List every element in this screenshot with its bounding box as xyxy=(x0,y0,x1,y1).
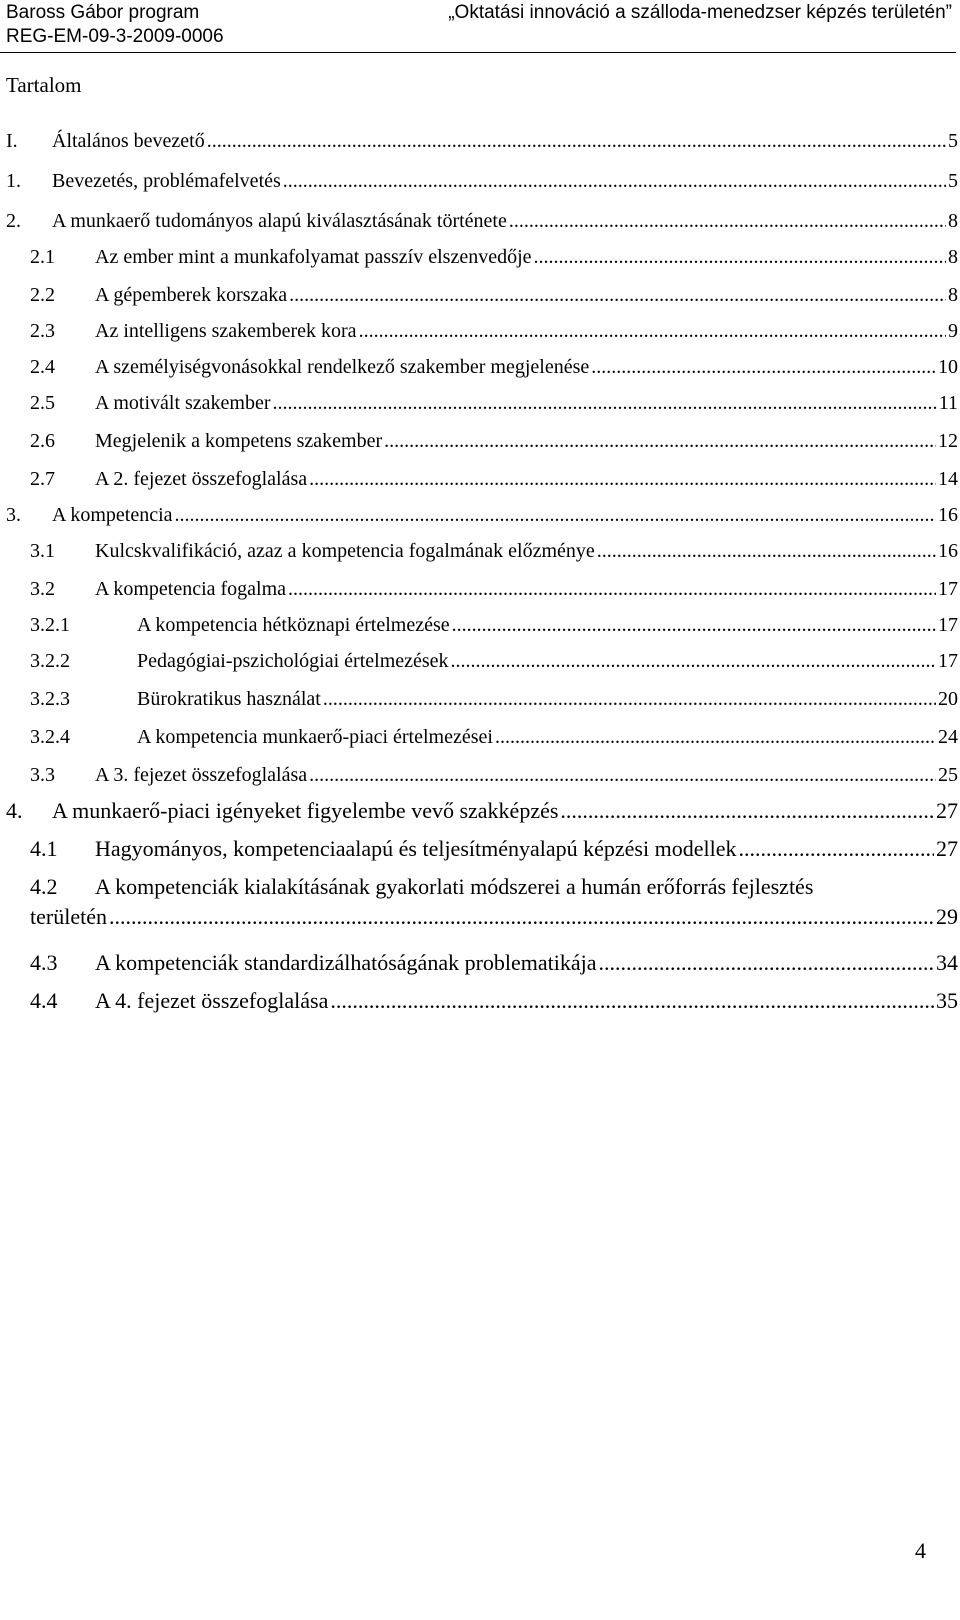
toc-entry-number: 3.3 xyxy=(30,764,55,786)
toc-leader-dots xyxy=(330,986,934,1016)
toc-entry-number: 4.4 xyxy=(30,988,58,1013)
toc-entry-number: 2.6 xyxy=(30,430,55,452)
toc-entry-title: Bürokratikus használat xyxy=(137,688,321,710)
toc-entry[interactable] xyxy=(0,684,958,714)
toc-entry-title: Megjelenik a kompetens szakember xyxy=(95,430,383,452)
toc-entry[interactable] xyxy=(0,610,958,640)
toc-entry-line xyxy=(95,316,958,346)
toc-entry-number: 3. xyxy=(6,504,21,526)
toc-leader-dots xyxy=(534,242,946,272)
toc-entry-line xyxy=(52,500,958,530)
toc-entry-page: 8 xyxy=(948,246,958,268)
toc-entry[interactable] xyxy=(0,646,958,676)
toc-entry-line xyxy=(95,948,958,978)
toc-entry-line xyxy=(95,388,958,418)
toc-leader-dots xyxy=(288,574,936,604)
toc-entry-page: 16 xyxy=(938,504,958,526)
toc-entry[interactable] xyxy=(0,166,958,196)
toc-entry-line xyxy=(95,536,958,566)
toc-entry-continuation xyxy=(30,902,958,932)
toc-entry[interactable] xyxy=(0,574,958,604)
toc-entry-page: 8 xyxy=(948,210,958,232)
toc-entry-title: A 4. fejezet összefoglalása xyxy=(95,988,329,1013)
toc-entry-number: 4.3 xyxy=(30,950,58,975)
header-project-code: REG-EM-09-3-2009-0006 xyxy=(6,26,224,47)
toc-entry[interactable] xyxy=(0,948,958,978)
toc-entry-line xyxy=(95,352,958,382)
toc-entry-page: 17 xyxy=(938,650,958,672)
toc-entry-title: A motivált szakember xyxy=(95,392,271,414)
toc-entry-line xyxy=(137,610,958,640)
toc-entry-page: 35 xyxy=(936,988,958,1013)
toc-entry-number: 1. xyxy=(6,170,21,192)
toc-leader-dots xyxy=(738,834,934,864)
toc-entry-title: Bevezetés, problémafelvetés xyxy=(52,170,281,192)
toc-entry-title: A 2. fejezet összefoglalása xyxy=(95,468,308,490)
toc-leader-dots xyxy=(175,500,936,530)
toc-entry-page: 14 xyxy=(938,468,958,490)
toc-entry-line xyxy=(52,126,958,156)
toc-leader-dots xyxy=(452,610,936,640)
toc-entry[interactable] xyxy=(0,796,958,826)
toc-entry-line xyxy=(95,986,958,1016)
toc-entry-page: 8 xyxy=(948,284,958,306)
toc-entry[interactable] xyxy=(0,206,958,236)
toc-entry-number: 3.1 xyxy=(30,540,55,562)
toc-leader-dots xyxy=(597,536,936,566)
toc-entry-page: 5 xyxy=(948,170,958,192)
toc-entry-page: 16 xyxy=(938,540,958,562)
toc-leader-dots xyxy=(599,948,934,978)
toc-entry-line xyxy=(52,796,958,826)
toc-entry-line xyxy=(95,834,958,864)
toc-entry-title: Általános bevezető xyxy=(52,130,205,152)
toc-leader-dots xyxy=(309,760,936,790)
toc-entry[interactable] xyxy=(0,464,958,494)
toc-entry-line xyxy=(52,166,958,196)
toc-entry[interactable] xyxy=(0,280,958,310)
toc-entry-number: I. xyxy=(6,130,18,152)
toc-entry-page: 17 xyxy=(938,614,958,636)
toc-entry[interactable] xyxy=(0,388,958,418)
toc-entry-title: A személyiségvonásokkal rendelkező szakember megjelenése xyxy=(95,356,590,378)
toc-entry-page: 25 xyxy=(938,764,958,786)
toc-leader-dots xyxy=(560,796,934,826)
toc-entry-title: A kompetenciák kialakításának gyakorlati módszerei a humán erőforrás fejlesztés xyxy=(95,874,814,899)
toc-entry-line xyxy=(95,242,958,272)
toc-entry-line xyxy=(52,206,958,236)
page-header xyxy=(0,0,956,53)
header-program-name: Baross Gábor program xyxy=(6,2,200,23)
toc-entry-number: 2.2 xyxy=(30,284,55,306)
toc-entry-page: 12 xyxy=(938,430,958,452)
toc-entry-number: 2.7 xyxy=(30,468,55,490)
toc-entry-line xyxy=(95,574,958,604)
toc-entry-title: A kompetencia fogalma xyxy=(95,578,287,600)
toc-entry-page: 11 xyxy=(938,392,958,414)
toc-entry-number: 3.2.1 xyxy=(30,614,70,636)
toc-entry-number: 2. xyxy=(6,210,21,232)
toc-entry-title: A 3. fejezet összefoglalása xyxy=(95,764,308,786)
toc-entry-title: Az intelligens szakemberek kora xyxy=(95,320,357,342)
toc-entry[interactable] xyxy=(0,316,958,346)
toc-entry-title: A kompetencia munkaerő-piaci értelmezései xyxy=(137,726,493,748)
toc-entry-page: 9 xyxy=(948,320,958,342)
toc-entry-title-continuation: területén xyxy=(30,904,107,929)
toc-leader-dots xyxy=(207,126,946,156)
toc-entry-title: A kompetencia hétköznapi értelmezése xyxy=(137,614,450,636)
toc-entry-line xyxy=(137,684,958,714)
toc-entry-number: 3.2.4 xyxy=(30,726,70,748)
header-left xyxy=(6,1,224,49)
toc-entry[interactable] xyxy=(0,536,958,566)
toc-leader-dots xyxy=(359,316,946,346)
toc-leader-dots xyxy=(323,684,936,714)
toc-entry-number: 2.1 xyxy=(30,246,55,268)
page-number: 4 xyxy=(915,1538,926,1563)
toc-entry-line xyxy=(137,722,958,752)
toc-leader-dots xyxy=(109,902,934,932)
toc-entry-line xyxy=(95,280,958,310)
toc-entry-page: 24 xyxy=(938,726,958,748)
toc-entry-page: 34 xyxy=(936,950,958,975)
toc-entry[interactable] xyxy=(0,126,958,156)
toc-heading: Tartalom xyxy=(6,73,82,97)
toc-leader-dots xyxy=(289,280,946,310)
toc-entry-page: 5 xyxy=(948,130,958,152)
toc-entry[interactable] xyxy=(0,986,958,1016)
toc-entry-number: 2.3 xyxy=(30,320,55,342)
toc-leader-dots xyxy=(591,352,936,382)
toc-entry-number: 3.2.2 xyxy=(30,650,70,672)
toc-entry[interactable] xyxy=(0,722,958,752)
toc-entry-page: 17 xyxy=(938,578,958,600)
toc-entry[interactable] xyxy=(0,760,958,790)
toc-entry-line xyxy=(95,760,958,790)
toc-leader-dots xyxy=(273,388,937,418)
toc-entry-title: Az ember mint a munkafolyamat passzív elszenvedője xyxy=(95,246,532,268)
toc-entry-title: A gépemberek korszaka xyxy=(95,284,288,306)
toc-entry-number: 2.5 xyxy=(30,392,55,414)
toc-entry-number: 4.1 xyxy=(30,836,58,861)
toc-entry[interactable] xyxy=(0,352,958,382)
toc-entry[interactable] xyxy=(0,872,958,932)
toc-entry-title: A munkaerő-piaci igényeket figyelembe vevő szakképzés xyxy=(52,798,559,823)
toc-entry-line xyxy=(95,464,958,494)
toc-entry-title: Pedagógiai-pszichológiai értelmezések xyxy=(137,650,449,672)
toc-entry-title: Kulcskvalifikáció, azaz a kompetencia fogalmának előzménye xyxy=(95,540,595,562)
toc-leader-dots xyxy=(509,206,946,236)
toc-entry-number: 3.2.3 xyxy=(30,688,70,710)
toc-entry-page: 27 xyxy=(936,836,958,861)
toc-entry-number: 4. xyxy=(6,798,23,823)
toc-entry[interactable] xyxy=(0,834,958,864)
toc-entry-page: 10 xyxy=(938,356,958,378)
toc-entry-page: 20 xyxy=(938,688,958,710)
toc-entry-page: 29 xyxy=(936,904,958,929)
toc-entry-line xyxy=(137,646,958,676)
toc-entry-number: 4.2 xyxy=(30,874,58,899)
toc-entry[interactable] xyxy=(0,242,958,272)
toc-entry-line xyxy=(95,426,958,456)
toc-entry[interactable] xyxy=(0,426,958,456)
toc-entry-title: A kompetenciák standardizálhatóságának problematikája xyxy=(95,950,597,975)
toc-entry-title: A kompetencia xyxy=(52,504,173,526)
toc-entry-title: Hagyományos, kompetenciaalapú és teljesítményalapú képzési modellek xyxy=(95,836,737,861)
toc-leader-dots xyxy=(384,426,936,456)
toc-entry-page: 27 xyxy=(936,798,958,823)
toc-leader-dots xyxy=(309,464,936,494)
toc-leader-dots xyxy=(495,722,936,752)
header-project-title: „Oktatási innováció a szálloda-menedzser képzés területén” xyxy=(448,2,952,23)
toc-entry[interactable] xyxy=(0,500,958,530)
toc-entry-number: 2.4 xyxy=(30,356,55,378)
toc-leader-dots xyxy=(451,646,936,676)
toc-leader-dots xyxy=(283,166,946,196)
toc-entry-title: A munkaerő tudományos alapú kiválasztásának története xyxy=(52,210,507,232)
toc-entry-number: 3.2 xyxy=(30,578,55,600)
